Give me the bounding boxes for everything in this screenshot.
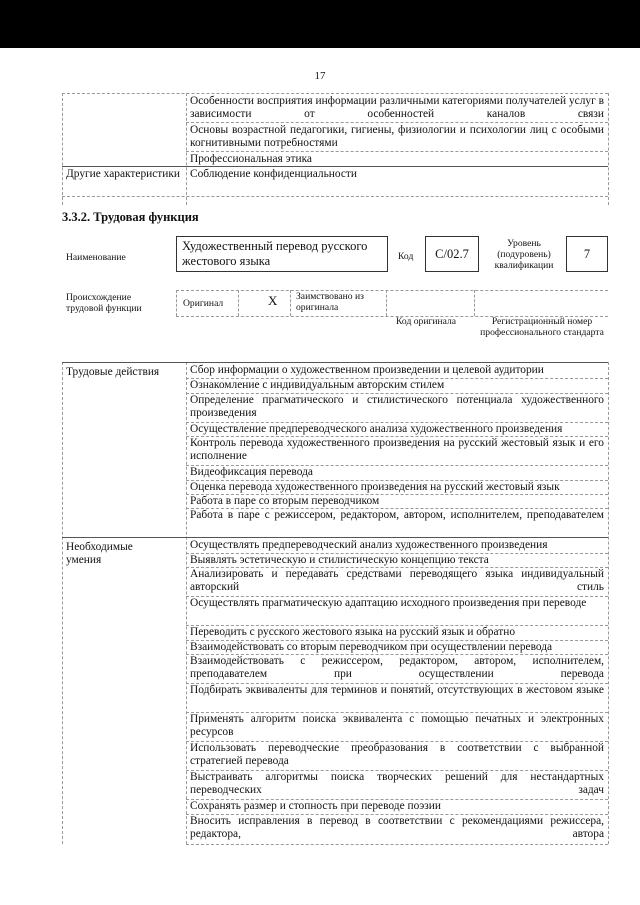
scan-top-bar — [0, 0, 640, 48]
skill-item: Взаимодействовать с режиссером, редактором, автором, исполнителем, преподавателем при осуществлении перевода — [190, 655, 604, 680]
labor-action-item: Работа в паре со вторым переводчиком — [190, 495, 380, 507]
skill-item: Осуществлять прагматическую адаптацию исходного произведения при переводе — [190, 597, 587, 609]
code-value: С/02.7 — [435, 247, 469, 261]
labor-action-item: Контроль перевода художественного произведения на русский жестовый язык и его исполнение — [190, 437, 604, 462]
labor-action-item: Определение прагматического и стилистического потенциала художественного произведения — [190, 394, 604, 419]
skills-label: Необходимые умения — [66, 541, 133, 566]
skill-item: Подбирать эквиваленты для терминов и понятий, отсутствующих в жестовом языке — [190, 684, 604, 696]
reg-number-label: Регистрационный номер профессионального стандарта — [480, 316, 604, 338]
labor-action-item: Осуществление предпереводческого анализа художественного произведения — [190, 423, 563, 435]
knowledge-row: Особенности восприятия информации различными категориями получателей услуг в зависимости от особенностей каналов связи — [190, 95, 604, 120]
name-value: Художественный перевод русского жестового языка — [182, 239, 368, 268]
skill-item: Выстраивать алгоритмы поиска творческих решений для нестандартных переводческих задач — [190, 771, 604, 796]
labor-action-item: Видеофиксация перевода — [190, 466, 313, 478]
skill-item: Взаимодействовать со вторым переводчиком при осуществлении перевода — [190, 641, 553, 653]
labor-action-item: Ознакомление с индивидуальным авторским стилем — [190, 379, 445, 391]
borrowed-label: Заимствовано из оригинала — [296, 291, 364, 313]
code-label: Код — [398, 251, 414, 262]
skill-item: Вносить исправления в перевод в соответствии с рекомендациями режиссера, редактора, автора — [190, 815, 604, 840]
knowledge-row: Профессиональная этика — [190, 153, 312, 165]
labor-action-item: Работа в паре с режиссером, редактором, автором, исполнителем, преподавателем — [190, 509, 604, 521]
code-original-label: Код оригинала — [396, 316, 457, 327]
level-value: 7 — [583, 247, 591, 261]
skill-item: Осуществлять предпереводческий анализ художественного произведения — [190, 539, 548, 551]
origin-label: Происхождение трудовой функции — [66, 292, 142, 314]
name-label: Наименование — [66, 252, 126, 263]
labor-actions-label: Трудовые действия — [66, 366, 160, 378]
skill-item: Использовать переводческие преобразования в соответствии с выбранной стратегией перевода — [190, 742, 604, 767]
section-title: 3.3.2. Трудовая функция — [62, 210, 199, 224]
skill-item: Сохранять размер и стопность при переводе поэзии — [190, 800, 441, 812]
level-label: Уровень (подуровень) квалификации — [494, 238, 554, 271]
skill-item: Анализировать и передавать средствами переводящего языка индивидуальный авторский стиль — [190, 568, 604, 593]
skill-item: Выявлять эстетическую и стилистическую концепцию текста — [190, 554, 489, 566]
skill-item: Переводить с русского жестового языка на русский язык и обратно — [190, 626, 516, 638]
labor-action-item: Оценка перевода художественного произведения на русский жестовый язык — [190, 481, 560, 493]
page-number: 17 — [314, 70, 326, 82]
other-characteristics-value: Соблюдение конфиденциальности — [190, 168, 357, 180]
knowledge-row: Основы возрастной педагогики, гигиены, физиологии и психологии лиц с особыми когнитивными потребностями — [190, 124, 604, 149]
original-label: Оригинал — [183, 298, 224, 309]
labor-action-item: Сбор информации о художественном произведении и целевой аудитории — [190, 364, 544, 376]
skill-item: Применять алгоритм поиска эквивалента с помощью печатных и электронных ресурсов — [190, 713, 604, 738]
other-characteristics-label: Другие характеристики — [66, 168, 181, 180]
original-mark: X — [268, 293, 278, 308]
